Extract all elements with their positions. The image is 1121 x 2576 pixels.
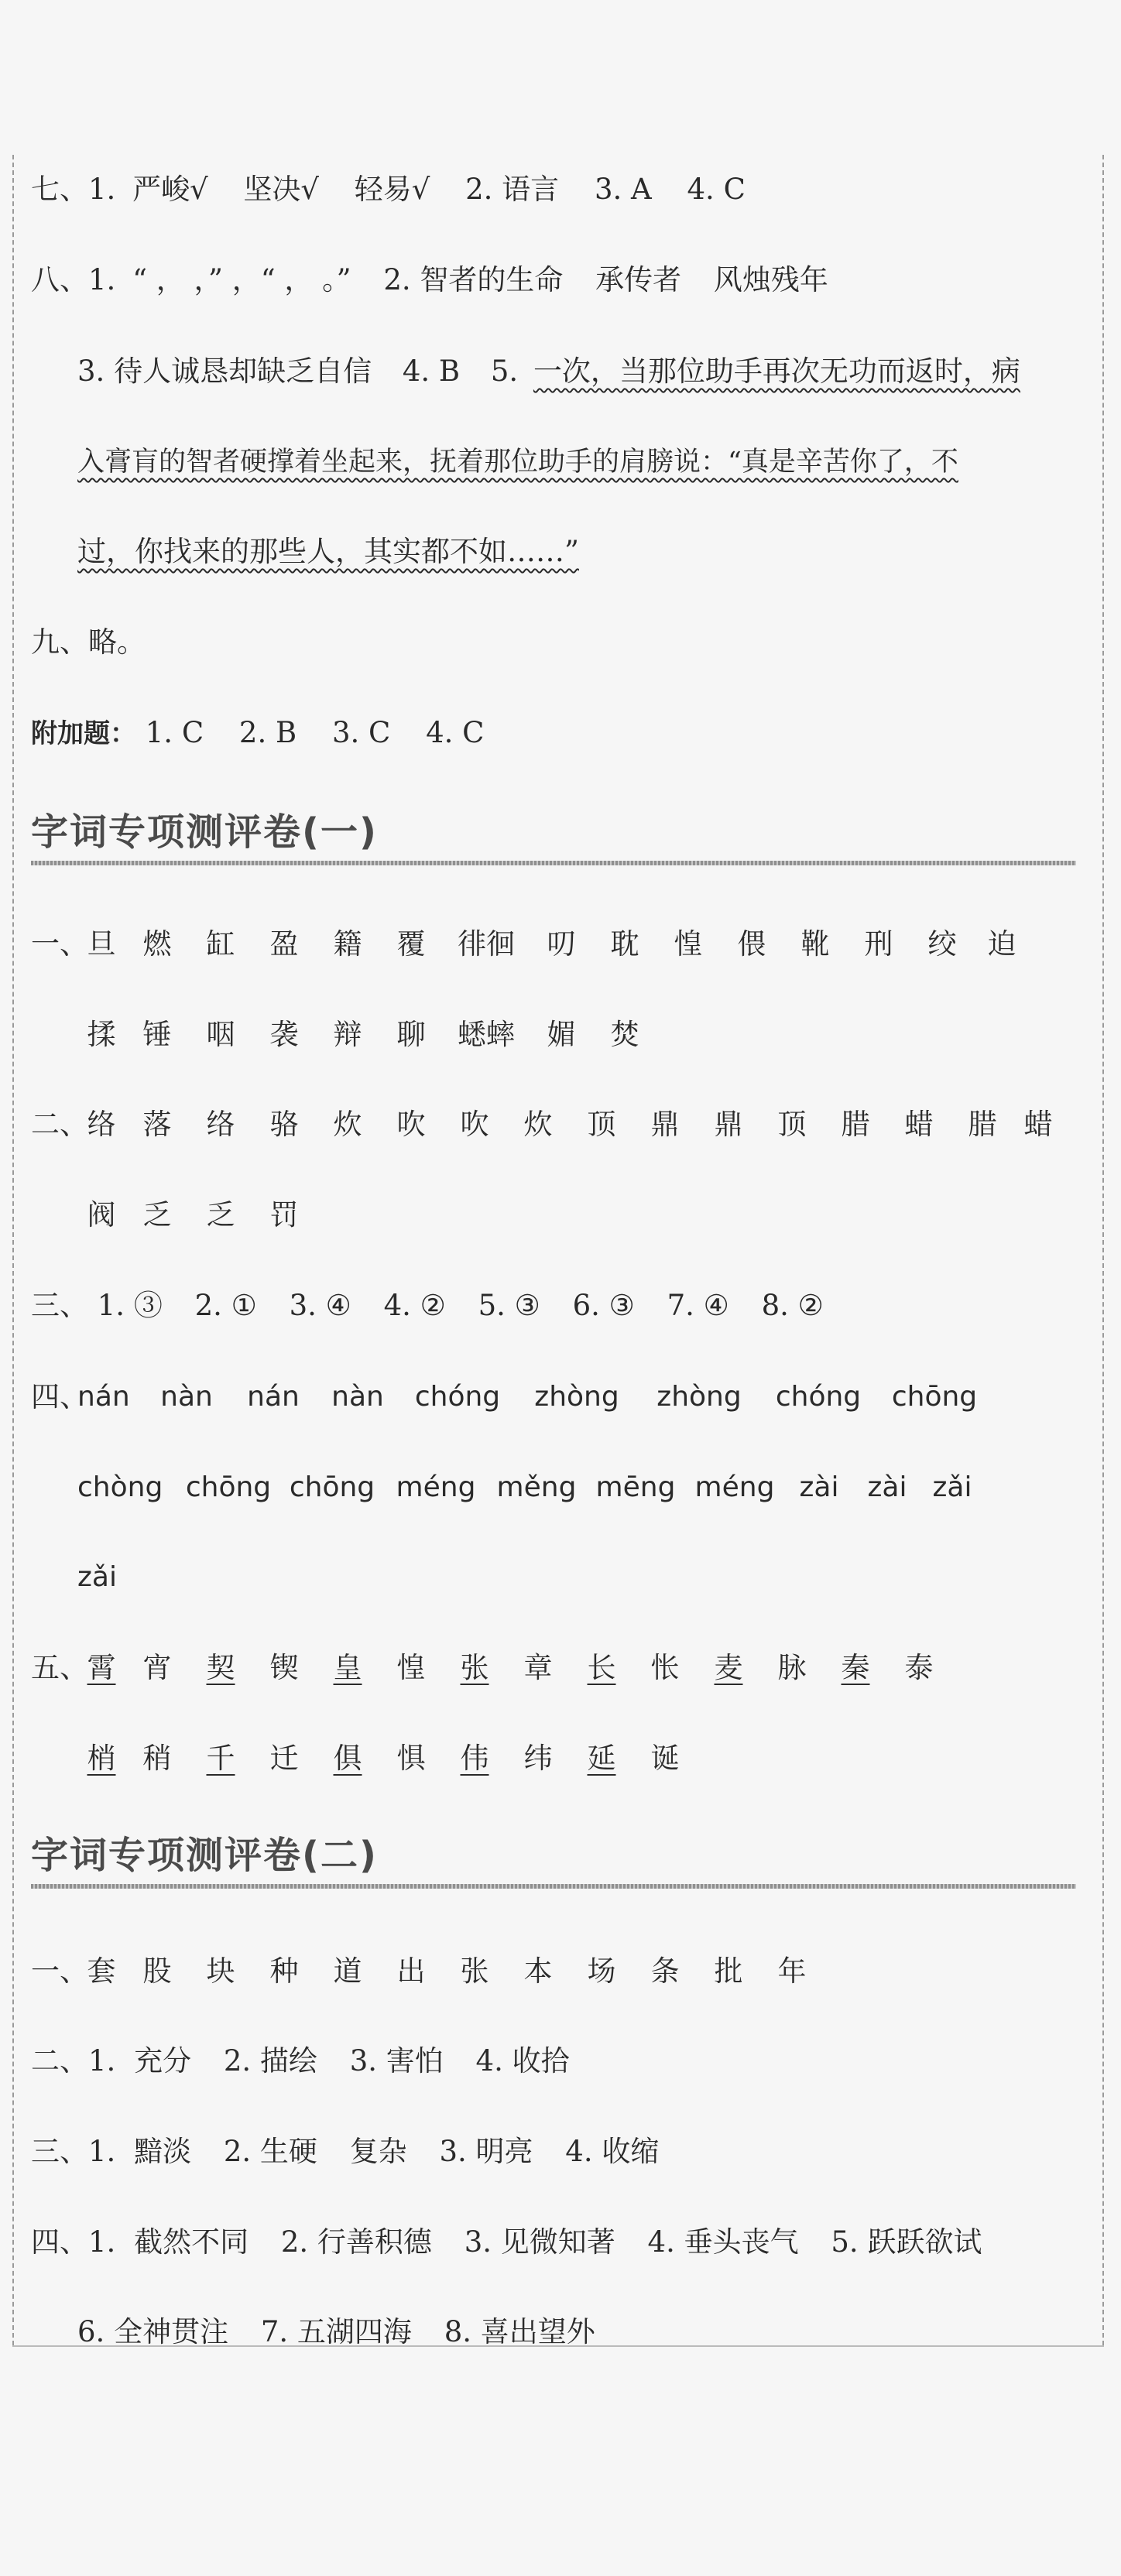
- char-item: 蟋蟀: [458, 1018, 515, 1051]
- test2-title: 字词专项测评卷(二): [31, 1834, 378, 1877]
- char-item: 契: [206, 1651, 235, 1684]
- char-item: 批: [714, 1954, 743, 1988]
- char-item: 道: [333, 1954, 362, 1988]
- char-item: 媚: [547, 1018, 576, 1051]
- char-item: 鼎: [714, 1108, 743, 1141]
- t2-s4-c: 3. 见微知著: [464, 2225, 615, 2259]
- char-item: 纬: [523, 1742, 553, 1775]
- answer-section-7: [31, 170, 746, 209]
- char-item: 惶: [396, 1651, 426, 1684]
- char-item: 股: [142, 1954, 172, 1988]
- char-item: 绞: [927, 927, 957, 961]
- pinyin-item: chòng: [77, 1471, 163, 1503]
- char-item: 皇: [333, 1651, 362, 1684]
- char-item: 蜡: [1023, 1108, 1053, 1141]
- char-item: 种: [269, 1954, 299, 1988]
- test1-s2-row1: [77, 1105, 1062, 1144]
- char-item: 炊: [333, 1108, 362, 1141]
- s7-q2: 2. 语言: [465, 173, 560, 206]
- test1-section-3-label: 三、: [31, 1289, 88, 1322]
- s8-q5-line2: 入膏肓的智者硬撑着坐起来，抚着那位助手的肩膀说：“真是辛苦你了，不: [77, 447, 958, 478]
- answer-section-9: 九、略。: [31, 625, 146, 659]
- extra-answer-1: 1. C: [145, 716, 204, 749]
- char-item: 覆: [396, 927, 426, 961]
- char-item: 盈: [269, 927, 299, 961]
- char-item: 袭: [269, 1018, 299, 1051]
- extra-answer-2: 2. B: [238, 716, 297, 749]
- test1-s1-row2: [77, 1016, 656, 1054]
- pinyin-item: nán: [247, 1381, 300, 1413]
- pinyin-item: zhòng: [534, 1381, 619, 1413]
- char-item: 迫: [987, 927, 1016, 961]
- char-item: 络: [87, 1108, 116, 1141]
- pinyin-item: chōng: [289, 1471, 375, 1503]
- char-item: 锤: [142, 1018, 172, 1051]
- test1-s4-row2: [77, 1468, 985, 1507]
- t2-s2-d: 4. 收拾: [475, 2044, 570, 2078]
- s3-answer: 2. ①: [194, 1289, 257, 1322]
- char-item: 惶: [674, 927, 703, 961]
- char-item: 吹: [396, 1108, 426, 1141]
- char-item: 燃: [142, 927, 172, 961]
- pinyin-item: méng: [396, 1471, 476, 1503]
- char-item: 脉: [777, 1651, 807, 1684]
- char-item: 乏: [142, 1198, 172, 1231]
- char-item: 鼎: [650, 1108, 680, 1141]
- s3-answer: 4. ②: [383, 1289, 446, 1322]
- char-item: 俱: [333, 1742, 362, 1775]
- char-item: 诞: [650, 1742, 680, 1775]
- t2-s2-c: 3. 害怕: [349, 2044, 444, 2078]
- char-item: 刑: [864, 927, 893, 961]
- char-item: 场: [587, 1954, 616, 1988]
- s8-q5: 5.: [490, 355, 519, 388]
- s8-q3: 3. 待人诚恳却缺乏自信: [77, 355, 372, 388]
- char-item: 缸: [206, 927, 235, 961]
- char-item: 迁: [269, 1742, 299, 1775]
- pinyin-item: chōng: [185, 1471, 272, 1503]
- char-item: 张: [460, 1954, 489, 1988]
- pinyin-item: chōng: [891, 1381, 978, 1413]
- test2-section-2: [31, 2042, 570, 2081]
- s7-q4: 4. C: [687, 173, 746, 206]
- t2-s4-b: 2. 行善积德: [280, 2225, 432, 2259]
- s8-q4: 4. B: [402, 355, 461, 388]
- test2-section-1-label: 一、: [31, 1954, 88, 1988]
- char-item: 锲: [269, 1651, 299, 1684]
- test2-section-3: [31, 2132, 659, 2171]
- test1-section-1-label: 一、: [31, 927, 88, 961]
- s3-answer: 6. ③: [572, 1289, 635, 1322]
- char-item: 条: [650, 1954, 680, 1988]
- char-item: 聊: [396, 1018, 426, 1051]
- test1-section-4-label: 四、: [31, 1380, 88, 1413]
- char-item: 惧: [396, 1742, 426, 1775]
- pinyin-item: nán: [77, 1381, 130, 1413]
- t2-s4-d: 4. 垂头丧气: [647, 2225, 799, 2259]
- pinyin-item: chóng: [775, 1381, 862, 1413]
- extra-questions: [31, 714, 484, 753]
- test1-s2-row2: [77, 1196, 316, 1235]
- s8-q5-line1: 一次，当那位助手再次无功而返时，病: [533, 355, 1020, 388]
- test1-section-2-label: 二、: [31, 1108, 88, 1141]
- char-item: 阀: [87, 1198, 116, 1231]
- char-item: 偎: [737, 927, 766, 961]
- section-8-label: 八、1.: [31, 263, 116, 296]
- s3-answer: 8. ②: [761, 1289, 824, 1322]
- char-item: 炊: [523, 1108, 553, 1141]
- char-item: 张: [460, 1651, 489, 1684]
- t2-s3-a: 黯淡: [134, 2135, 192, 2168]
- char-item: 麦: [714, 1651, 743, 1684]
- pinyin-item: zǎi: [77, 1561, 117, 1593]
- s8-q2b: 承传者: [595, 263, 682, 296]
- char-item: 咽: [206, 1018, 235, 1051]
- char-item: 怅: [650, 1651, 680, 1684]
- char-item: 本: [523, 1954, 553, 1988]
- test1-title: 字词专项测评卷(一): [31, 810, 378, 854]
- char-item: 靴: [800, 927, 830, 961]
- char-item: 耽: [610, 927, 639, 961]
- char-item: 乏: [206, 1198, 235, 1231]
- char-item: 腊: [968, 1108, 997, 1141]
- pinyin-item: zài: [799, 1471, 839, 1503]
- test1-section-5-label: 五、: [31, 1651, 88, 1684]
- page-border-right: [1102, 155, 1104, 2345]
- char-item: 揉: [87, 1018, 116, 1051]
- char-item: 吹: [460, 1108, 489, 1141]
- char-item: 罚: [269, 1198, 299, 1231]
- pinyin-item: mēng: [595, 1471, 676, 1503]
- pinyin-item: chóng: [414, 1381, 501, 1413]
- t2-s3-c: 复杂: [349, 2135, 407, 2168]
- s8-q5-line3: 过，你找来的那些人，其实都不如……”: [77, 535, 579, 568]
- answer-section-8: [31, 261, 828, 300]
- s7-item-2: 坚决√: [243, 173, 319, 206]
- char-item: 延: [587, 1742, 616, 1775]
- pinyin-item: nàn: [160, 1381, 213, 1413]
- test1-s5-row1: [77, 1649, 951, 1687]
- test2-section-4-label: 四、1.: [31, 2225, 116, 2259]
- extra-answer-3: 3. C: [331, 716, 391, 749]
- test2-section-4: [31, 2223, 982, 2262]
- s8-q2c: 风烛残年: [713, 263, 828, 296]
- test2-s1-row: [77, 1952, 824, 1991]
- char-item: 年: [777, 1954, 807, 1988]
- test2-section-2-label: 二、1.: [31, 2044, 116, 2078]
- s3-answer: 5. ③: [478, 1289, 540, 1322]
- char-item: 络: [206, 1108, 235, 1141]
- s8-q2: 2. 智者的生命: [383, 263, 564, 296]
- s3-answer: 7. ④: [667, 1289, 729, 1322]
- test2-section-3-label: 三、1.: [31, 2135, 116, 2168]
- pinyin-item: zhòng: [656, 1381, 742, 1413]
- pinyin-item: měng: [496, 1471, 577, 1503]
- char-item: 蜡: [904, 1108, 934, 1141]
- test1-s1-row1: [77, 925, 1030, 964]
- test1-section-3: [31, 1286, 824, 1325]
- char-item: 落: [142, 1108, 172, 1141]
- char-item: 秦: [841, 1651, 870, 1684]
- s8-punctuation: “ ， ，” ，“ ， 。”: [132, 263, 351, 296]
- char-item: 顶: [777, 1108, 807, 1141]
- pinyin-item: nàn: [331, 1381, 384, 1413]
- heading-rule: [31, 1884, 1076, 1889]
- extra-label: 附加题：: [31, 718, 136, 749]
- char-item: 泰: [904, 1651, 934, 1684]
- char-item: 伟: [460, 1742, 489, 1775]
- t2-s4-a: 截然不同: [134, 2225, 249, 2259]
- t2-s4-f: 6. 全神贯注: [77, 2315, 229, 2348]
- char-item: 徘徊: [458, 927, 515, 961]
- test2-heading: [31, 1828, 1076, 1882]
- section-7-label: 七、1.: [31, 173, 116, 206]
- answer-section-8-q3: [77, 352, 1020, 391]
- char-item: 腊: [841, 1108, 870, 1141]
- char-item: 叨: [547, 927, 576, 961]
- char-item: 长: [587, 1651, 616, 1684]
- test1-heading: [31, 805, 1076, 859]
- t2-s2-b: 2. 描绘: [223, 2044, 317, 2078]
- char-item: 套: [87, 1954, 116, 1988]
- t2-s2-a: 充分: [134, 2044, 192, 2078]
- s7-item-1: 严峻√: [132, 173, 208, 206]
- char-item: 块: [206, 1954, 235, 1988]
- t2-s4-g: 7. 五湖四海: [260, 2315, 412, 2348]
- page-border-left: [12, 155, 14, 2345]
- char-item: 籍: [333, 927, 362, 961]
- char-item: 出: [396, 1954, 426, 1988]
- char-item: 稍: [142, 1742, 172, 1775]
- char-item: 章: [523, 1651, 553, 1684]
- char-item: 霄: [87, 1651, 116, 1684]
- s3-answer: 3. ④: [289, 1289, 351, 1322]
- char-item: 千: [206, 1742, 235, 1775]
- s7-q3: 3. A: [594, 173, 652, 206]
- pinyin-item: zǎi: [932, 1471, 972, 1503]
- s3-answer: 1. ③: [97, 1289, 163, 1322]
- s7-item-3: 轻易√: [354, 173, 430, 206]
- char-item: 骆: [269, 1108, 299, 1141]
- test1-s5-row2: [77, 1739, 697, 1778]
- char-item: 辩: [333, 1018, 362, 1051]
- char-item: 焚: [610, 1018, 639, 1051]
- pinyin-item: méng: [694, 1471, 775, 1503]
- t2-s4-h: 8. 喜出望外: [444, 2315, 595, 2348]
- test1-s4-row1: [77, 1378, 992, 1416]
- char-item: 宵: [142, 1651, 172, 1684]
- char-item: 旦: [87, 927, 116, 961]
- pinyin-item: zài: [867, 1471, 907, 1503]
- t2-s3-d: 3. 明亮: [439, 2135, 533, 2168]
- char-item: 梢: [87, 1742, 116, 1775]
- heading-rule: [31, 861, 1076, 865]
- extra-answer-4: 4. C: [426, 716, 485, 749]
- t2-s3-e: 4. 收缩: [565, 2135, 660, 2168]
- char-item: 顶: [587, 1108, 616, 1141]
- test2-section-4-cont: [77, 2313, 595, 2352]
- t2-s4-e: 5. 跃跃欲试: [831, 2225, 982, 2259]
- t2-s3-b: 2. 生硬: [223, 2135, 317, 2168]
